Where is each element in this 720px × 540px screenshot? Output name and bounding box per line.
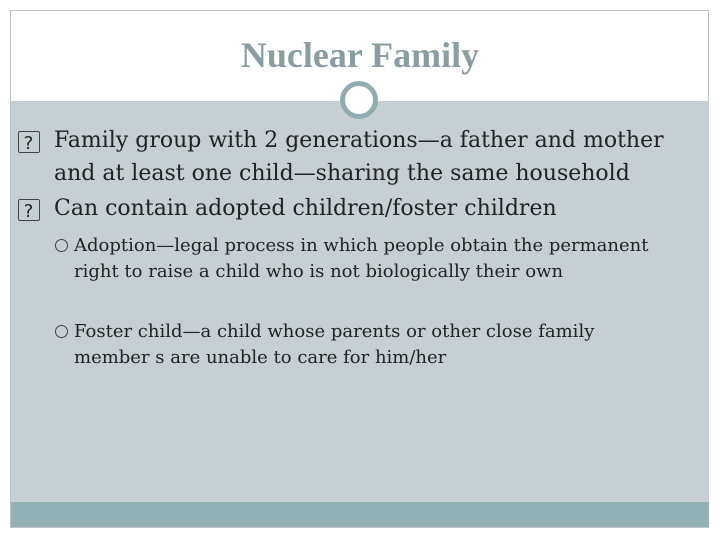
bullet-text: Can contain adopted children/foster children [54, 196, 557, 221]
bullet-text: Family group with 2 generations—a father and mother and at least one child—sharing the same household [54, 128, 664, 186]
missing-glyph-bullet-icon [18, 199, 40, 221]
missing-glyph-bullet-icon [18, 131, 40, 153]
slide-title: Nuclear Family [240, 35, 480, 75]
sub-bullet-text: Adoption—legal process in which people obtain the permanent right to raise a child who is not biologically their own [74, 235, 649, 282]
title-divider-right [386, 99, 526, 101]
bullet-item [18, 192, 698, 225]
sub-bullet-item [18, 319, 684, 371]
title-divider-left [11, 99, 336, 101]
sub-bullet-text: Foster child—a child whose parents or other close family member s are unable to care for him/her [74, 321, 595, 368]
footer-bar [11, 502, 709, 527]
bullet-item [18, 124, 694, 190]
bullet-list [18, 124, 698, 371]
circle-bullet-icon [55, 239, 68, 252]
sub-bullet-item [18, 233, 684, 285]
circle-bullet-icon [55, 325, 68, 338]
circle-ornament-icon [340, 81, 378, 119]
